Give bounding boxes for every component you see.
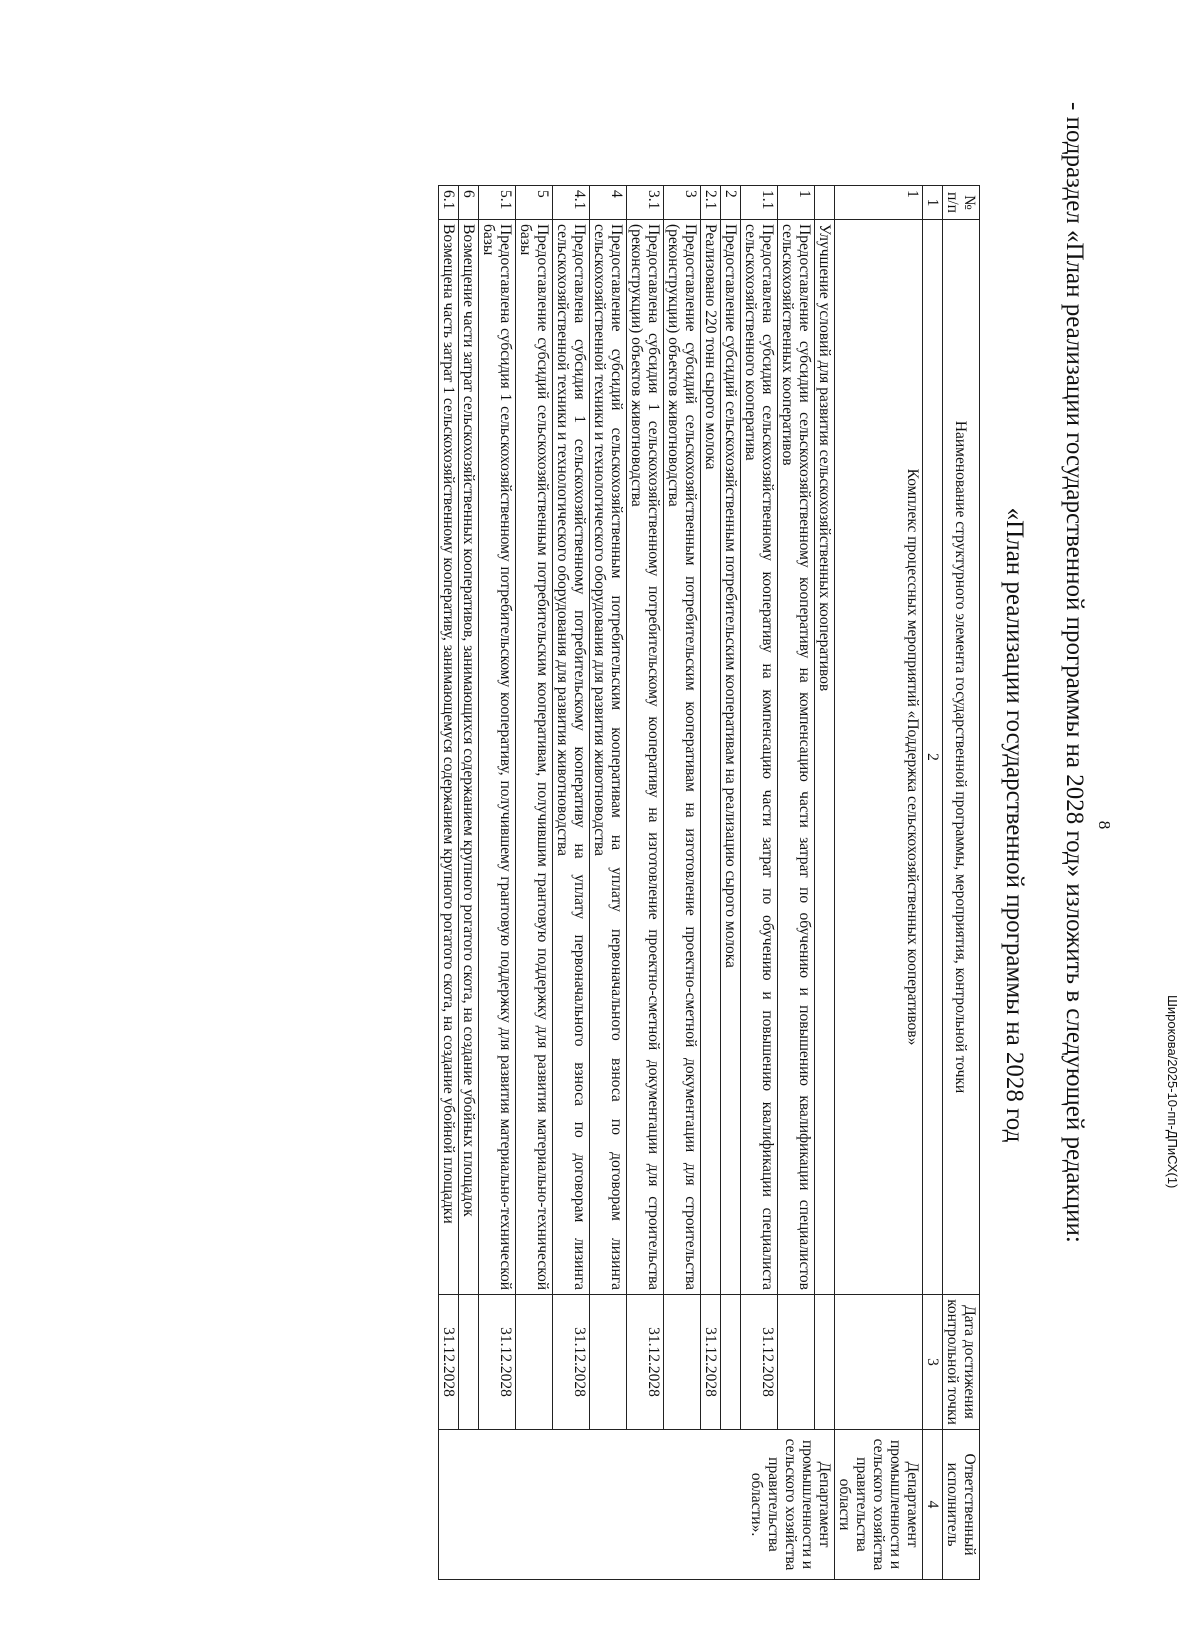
- row-date: 31.12.2028: [479, 1295, 516, 1430]
- row-date: [516, 1295, 553, 1430]
- row-executor: Департамент промышленности и сельского хозяйства правительства области».: [439, 1430, 835, 1580]
- table-row: [590, 186, 627, 1580]
- row-number: 4.1: [553, 186, 590, 220]
- row-number: 3.1: [627, 186, 664, 220]
- rotated-page: [70, 50, 1130, 1600]
- intro-text: - подраздел «План реализации государственной программы на 2028 год» изложить в следующей редакции:: [1061, 102, 1088, 1243]
- table-row: [516, 186, 553, 1580]
- row-date: [590, 1295, 627, 1430]
- row-number: 2: [721, 186, 741, 220]
- row-name: Предоставление субсидий сельскохозяйственным потребительским кооперативам на изготовление проектно-сметной документации для строительства (реконструкции) объектов животноводства: [664, 220, 701, 1295]
- row-number: 1.1: [741, 186, 778, 220]
- row-name: Предоставлена субсидия 1 сельскохозяйственному потребительскому кооперативу на уплату первоначального взноса по договорам лизинга сельскохозяйственной техники и технологического оборудования для развития животноводства: [553, 220, 590, 1295]
- page-number: 8: [1095, 820, 1114, 830]
- column-number: 2: [923, 220, 943, 1295]
- row-date: [778, 1295, 815, 1430]
- table-row: [664, 186, 701, 1580]
- row-name: Предоставлена субсидия сельскохозяйственному кооперативу на компенсацию части затрат по обучению и повышению квалификации специалиста сельскохозяйственного кооператива: [741, 220, 778, 1295]
- row-name: Предоставление субсидий сельскохозяйственным потребительским кооперативам, получившим грантовую поддержку для развития материально-технической базы: [516, 220, 553, 1295]
- row-date: 31.12.2028: [439, 1295, 459, 1430]
- row-date: 31.12.2028: [741, 1295, 778, 1430]
- row-name: Предоставление субсидий сельскохозяйственным потребительским кооперативам на реализацию сырого молока: [721, 220, 741, 1295]
- row-name: Предоставлена субсидия 1 сельскохозяйственному потребительскому кооперативу, получившему грантовую поддержку для развития материально-технической базы: [479, 220, 516, 1295]
- document-footer: [1165, 995, 1180, 1188]
- row-number: 3: [664, 186, 701, 220]
- table-row: [721, 186, 741, 1580]
- table-row: [815, 186, 835, 1580]
- row-name: Реализовано 220 тонн сырого молока: [701, 220, 721, 1295]
- row-name: Возмещена часть затрат 1 сельскохозяйственному кооперативу, занимающемуся содержанием крупного рогатого скота, на создание убойной площадки: [439, 220, 459, 1295]
- row-number: 6.1: [439, 186, 459, 220]
- row-number: 4: [590, 186, 627, 220]
- row-date: 31.12.2028: [701, 1295, 721, 1430]
- row-name: Предоставлена субсидия 1 сельскохозяйственному потребительскому кооперативу на изготовление проектно-сметной документации для строительства (реконструкции) объектов животноводства: [627, 220, 664, 1295]
- row-number: 1: [835, 186, 923, 220]
- row-date: [721, 1295, 741, 1430]
- row-date: 31.12.2028: [627, 1295, 664, 1430]
- table-row: [741, 186, 778, 1580]
- table-row: [627, 186, 664, 1580]
- row-name: Возмещение части затрат сельскохозяйственных кооперативов, занимающихся содержанием крупного рогатого скота, на создание убойных площадок: [459, 220, 479, 1295]
- row-executor: Департамент промышленности и сельского хозяйства правительства области: [835, 1430, 923, 1580]
- row-number: 1: [778, 186, 815, 220]
- table-row: [439, 186, 459, 1580]
- footer-text: Широкова/2025-10-пп-ДПиСХ(1): [1165, 995, 1180, 1189]
- row-number: 6: [459, 186, 479, 220]
- header-date: Дата достижения контрольной точки: [943, 1295, 980, 1430]
- column-number: 1: [923, 186, 943, 220]
- row-name: Комплекс процессных мероприятий «Поддержка сельскохозяйственных кооперативов»: [835, 220, 923, 1295]
- table-row: [835, 186, 923, 1580]
- column-number: 4: [923, 1430, 943, 1580]
- row-date: [459, 1295, 479, 1430]
- row-name: Улучшение условий для развития сельскохозяйственных кооперативов: [815, 220, 835, 1295]
- plan-heading: «План реализации государственной программы на 2028 год: [1001, 507, 1028, 1143]
- column-number: 3: [923, 1295, 943, 1430]
- column-number-row: [923, 186, 943, 1580]
- row-date: [815, 1295, 835, 1430]
- header-name: Наименование структурного элемента государственной программы, мероприятия, контрольной точки: [943, 220, 980, 1295]
- row-name: Предоставление субсидий сельскохозяйственным потребительским кооперативам на уплату первоначального взноса по договорам лизинга сельскохозяйственной техники и технологического оборудования для развития животноводства: [590, 220, 627, 1295]
- row-date: [835, 1295, 923, 1430]
- table-row: [553, 186, 590, 1580]
- row-name: Предоставление субсидии сельскохозяйственному кооперативу на компенсацию части затрат по обучению и повышению квалификации специалистов сельскохозяйственных кооперативов: [778, 220, 815, 1295]
- table-row: [479, 186, 516, 1580]
- row-date: [664, 1295, 701, 1430]
- table-row: [778, 186, 815, 1580]
- row-number: 5: [516, 186, 553, 220]
- table-row: [701, 186, 721, 1580]
- row-number: [815, 186, 835, 220]
- header-row: [943, 186, 980, 1580]
- row-date: 31.12.2028: [553, 1295, 590, 1430]
- table-row: [459, 186, 479, 1580]
- plan-table: [438, 185, 980, 1580]
- row-number: 2.1: [701, 186, 721, 220]
- row-number: 5.1: [479, 186, 516, 220]
- header-executor: Ответственный исполнитель: [943, 1430, 980, 1580]
- header-num: № п/п: [943, 186, 980, 220]
